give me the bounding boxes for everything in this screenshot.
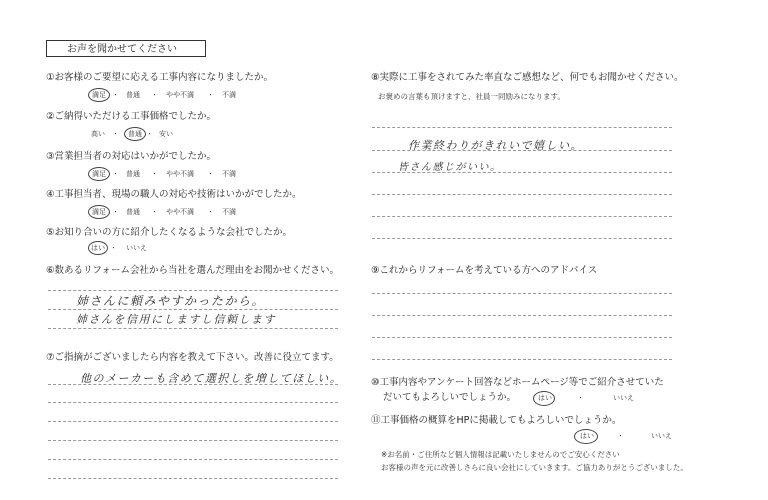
question-8-subnote: お褒めの言葉も頂けますと、社員一同励みになります。 — [378, 92, 565, 101]
q10-option-yes[interactable]: はい — [538, 394, 552, 402]
q2-option-high[interactable]: 高い — [91, 130, 105, 138]
q4-option-satisfied[interactable]: 満足 — [92, 208, 106, 216]
q5-option-yes[interactable]: はい — [91, 244, 105, 252]
answer-line — [372, 194, 672, 195]
option-separator: ・ — [151, 91, 158, 99]
q1-option-somewhat-dissatisfied[interactable]: やや不満 — [166, 91, 194, 99]
option-separator: ・ — [112, 91, 119, 99]
question-5-label: ⑤お知り合いの方に紹介したくなるような会社でしたか。 — [46, 227, 293, 238]
option-separator: ・ — [577, 394, 584, 402]
q1-option-satisfied[interactable]: 満足 — [92, 91, 106, 99]
q11-option-no[interactable]: いいえ — [651, 432, 672, 440]
q4-option-dissatisfied[interactable]: 不満 — [222, 208, 236, 216]
answer-line — [372, 337, 672, 338]
q1-option-normal[interactable]: 普通 — [126, 91, 140, 99]
answer-line — [48, 328, 338, 329]
question-4-label: ④工事担当者、現場の職人の対応や技術はいかがでしたか。 — [46, 189, 302, 200]
question-11-label: ⑪工事価格の概算をHPに掲載してもよろしいでしょうか。 — [371, 415, 622, 426]
option-separator: ・ — [207, 170, 214, 178]
question-6-label: ⑥数あるリフォーム会社から当社を選んだ理由をお聞かせください。 — [46, 265, 340, 276]
q2-option-cheap[interactable]: 安い — [159, 130, 173, 138]
q3-option-satisfied[interactable]: 満足 — [92, 170, 106, 178]
q11-option-yes[interactable]: はい — [580, 432, 594, 440]
question-10-label-line-1: ⑩工事内容やアンケート回答などホームページ等でご紹介させていた — [371, 377, 664, 388]
option-separator: ・ — [112, 208, 119, 216]
q6-answer-line-1: 姉さんに頼みやすかったから。 — [76, 294, 266, 308]
question-8-label: ⑧実際に工事をされてみた率直なご感想など、何でもお聞かせください。 — [371, 72, 684, 83]
answer-line — [372, 238, 672, 239]
question-9-label: ⑨これからリフォームを考えている方へのアドバイス — [371, 265, 598, 276]
answer-line — [48, 309, 338, 310]
option-separator: ・ — [146, 130, 153, 138]
q8-answer-line-2: 皆さん感じがいい。 — [398, 162, 502, 173]
option-separator: ・ — [110, 244, 117, 252]
thank-you-note: お客様の声を元に改善しさらに良い会社にしていきます。ご協力ありがとうございました。 — [381, 463, 688, 472]
answer-line — [48, 384, 338, 385]
answer-line — [372, 216, 672, 217]
q3-option-normal[interactable]: 普通 — [126, 170, 140, 178]
answer-line — [48, 478, 338, 479]
option-separator: ・ — [207, 91, 214, 99]
question-3-label: ③営業担当者の対応はいかがでしたか。 — [46, 151, 217, 162]
answer-line — [372, 127, 672, 128]
q6-answer-line-2: 姉さんを信用にしますし信頼します — [76, 313, 276, 326]
question-10-label-line-2: だいてもよろしいでしょうか。 — [383, 392, 517, 403]
option-separator: ・ — [151, 170, 158, 178]
option-separator: ・ — [112, 170, 119, 178]
answer-line — [372, 359, 672, 360]
q2-option-normal[interactable]: 普通 — [128, 130, 142, 138]
option-separator: ・ — [617, 432, 624, 440]
answer-line — [48, 440, 338, 441]
q10-option-no[interactable]: いいえ — [613, 394, 634, 402]
q7-answer-line-1: 他のメーカーも含めて選択しを増してほしい。 — [80, 372, 343, 385]
answer-line — [372, 293, 672, 294]
q4-option-somewhat-dissatisfied[interactable]: やや不満 — [166, 208, 194, 216]
q4-option-normal[interactable]: 普通 — [126, 208, 140, 216]
answer-line — [48, 421, 338, 422]
answer-line — [48, 459, 338, 460]
survey-title: お声を聞かせてください — [46, 40, 206, 57]
q1-option-dissatisfied[interactable]: 不満 — [222, 91, 236, 99]
q5-option-no[interactable]: いいえ — [126, 244, 147, 252]
answer-line — [372, 315, 672, 316]
answer-line — [48, 290, 338, 291]
answer-line — [48, 402, 338, 403]
option-separator: ・ — [151, 208, 158, 216]
question-1-label: ①お客様のご要望に応える工事内容になりましたか。 — [46, 72, 274, 83]
privacy-note: ※お名前・ご住所など個人情報は記載いたしませんのでご安心ください — [381, 450, 620, 459]
q8-answer-line-1: 作業終わりがきれいで嬉しい。 — [408, 139, 583, 152]
option-separator: ・ — [112, 130, 119, 138]
q3-option-dissatisfied[interactable]: 不満 — [222, 170, 236, 178]
option-separator: ・ — [207, 208, 214, 216]
question-7-label: ⑦ご指摘がございましたら内容を教えて下さい。改善に役立てます。 — [46, 352, 339, 363]
question-2-label: ②ご納得いただける工事価格でしたか。 — [46, 111, 217, 122]
q3-option-somewhat-dissatisfied[interactable]: やや不満 — [166, 170, 194, 178]
